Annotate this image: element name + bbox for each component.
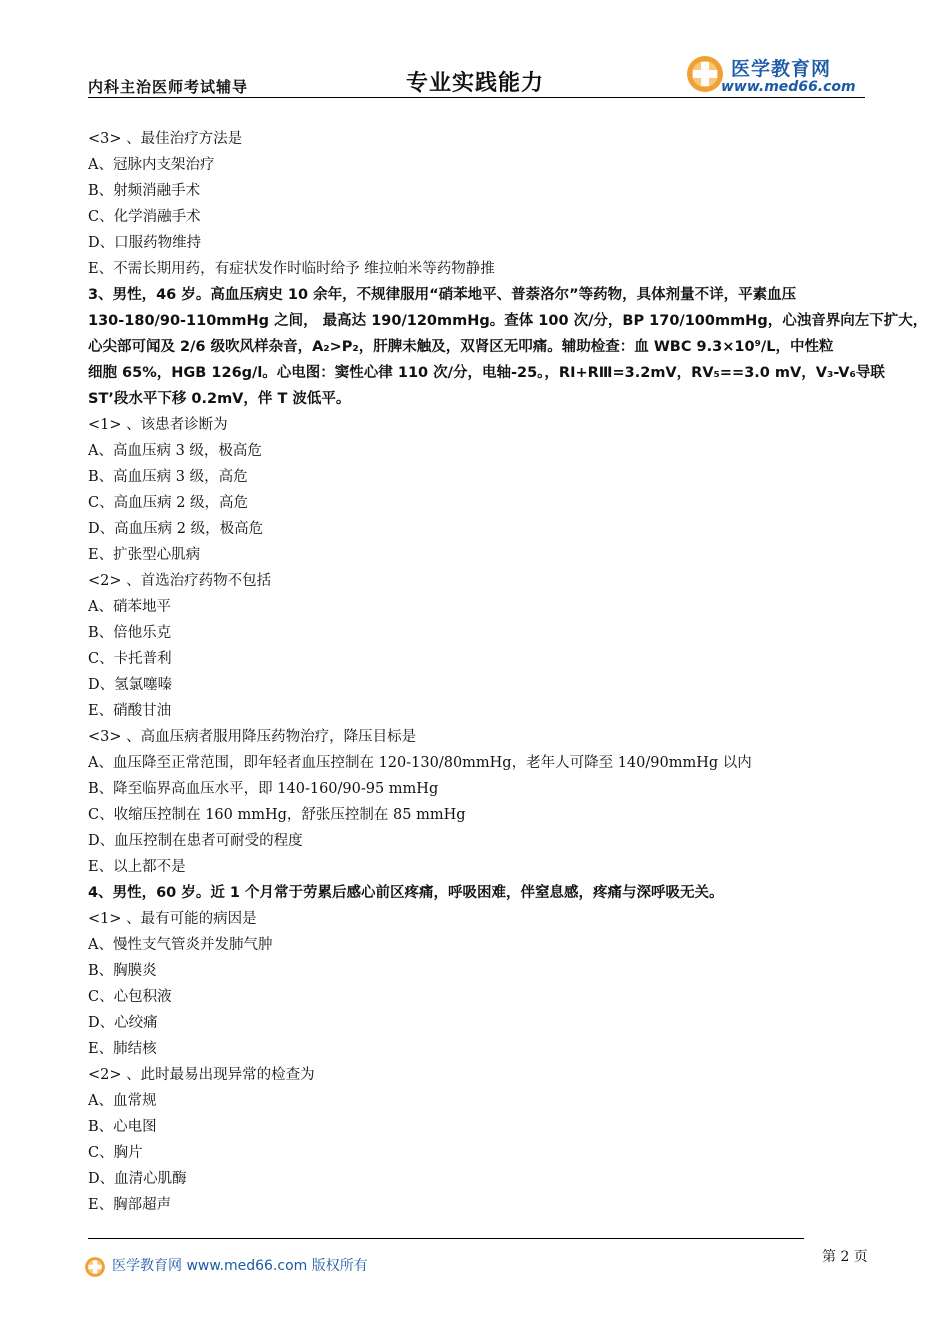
answer-option: C、胸片 [88,1145,143,1161]
header-rule [88,97,865,98]
answer-option: E、不需长期用药，有症状发作时临时给予 维拉帕米等药物静推 [88,261,495,277]
answer-option: D、氢氯噻嗪 [88,677,173,693]
page-number: 第 2 页 [822,1249,868,1265]
logo-url: www.med66.com [721,79,856,95]
footer-copyright[interactable]: 医学教育网 www.med66.com 版权所有 [112,1258,368,1274]
header-course-title: 内科主治医师考试辅导 [88,78,249,96]
answer-option: B、倍他乐克 [88,625,172,641]
answer-option: B、高血压病 3 级，高危 [88,469,248,485]
answer-option: B、胸膜炎 [88,963,157,979]
question-stem: 130-180/90-110mmHg 之间， 最高达 190/120mmHg。查体 100 次/分，BP 170/100mmHg，心浊音界向左下扩大， [88,313,928,329]
answer-option: A、慢性支气管炎并发肺气肿 [88,937,273,953]
answer-option: A、冠脉内支架治疗 [88,157,215,173]
answer-option: C、卡托普利 [88,651,172,667]
sub-question: <3> 、高血压病者服用降压药物治疗，降压目标是 [88,729,417,745]
answer-option: A、硝苯地平 [88,599,171,615]
page-header [88,50,865,98]
answer-option: E、硝酸甘油 [88,703,172,719]
question-stem: 细胞 65%，HGB 126g/l。心电图：窦性心律 110 次/分，电轴-25。，RⅠ+RⅢ=3.2mV，RV₅==3.0 mV，V₃-V₆导联 [88,365,885,381]
answer-option: A、血常规 [88,1093,157,1109]
answer-option: D、血压控制在患者可耐受的程度 [88,833,303,849]
answer-option: B、心电图 [88,1119,157,1135]
sub-question: <3> 、最佳治疗方法是 [88,131,243,147]
sub-question: <2> 、此时最易出现异常的检查为 [88,1067,315,1083]
question-stem: 3、男性，46 岁。高血压病史 10 余年，不规律服用“硝苯地平、普萘洛尔”等药物，具体剂量不详，平素血压 [88,287,797,303]
answer-option: D、高血压病 2 级，极高危 [88,521,264,537]
answer-option: A、血压降至正常范围，即年轻者血压控制在 120-130/80mmHg，老年人可降至 140/90mmHg 以内 [88,755,752,771]
answer-option: C、收缩压控制在 160 mmHg，舒张压控制在 85 mmHg [88,807,466,823]
header-section-title: 专业实践能力 [406,71,545,96]
sub-question: <1> 、最有可能的病因是 [88,911,257,927]
answer-option: D、血清心肌酶 [88,1171,187,1187]
answer-option: B、降至临界高血压水平，即 140-160/90-95 mmHg [88,781,439,797]
sub-question: <1> 、该患者诊断为 [88,417,228,433]
answer-option: E、以上都不是 [88,859,186,875]
answer-option: D、心绞痛 [88,1015,158,1031]
answer-option: B、射频消融手术 [88,183,201,199]
answer-option: A、高血压病 3 级，极高危 [88,443,262,459]
answer-option: E、胸部超声 [88,1197,172,1213]
question-stem: 4、男性，60 岁。近 1 个月常于劳累后感心前区疼痛，呼吸困难，伴窒息感，疼痛与深呼吸无关。 [88,885,724,901]
cross-logo-icon [84,1256,106,1278]
answer-option: E、肺结核 [88,1041,157,1057]
answer-option: C、高血压病 2 级，高危 [88,495,249,511]
answer-option: C、心包积液 [88,989,172,1005]
question-stem: 心尖部可闻及 2/6 级吹风样杂音，A₂>P₂，肝脾未触及，双肾区无叩痛。辅助检查：血 WBC 9.3×10⁹/L，中性粒 [88,339,834,355]
document-body [88,126,928,1218]
answer-option: D、口服药物维持 [88,235,202,251]
site-logo[interactable] [685,52,865,96]
footer-rule [88,1238,804,1239]
question-stem: ST’段水平下移 0.2mV，伴 T 波低平。 [88,391,351,407]
cross-logo-icon [685,54,725,94]
answer-option: E、扩张型心肌病 [88,547,201,563]
logo-name: 医学教育网 [731,58,832,80]
answer-option: C、化学消融手术 [88,209,201,225]
sub-question: <2> 、首选治疗药物不包括 [88,573,272,589]
